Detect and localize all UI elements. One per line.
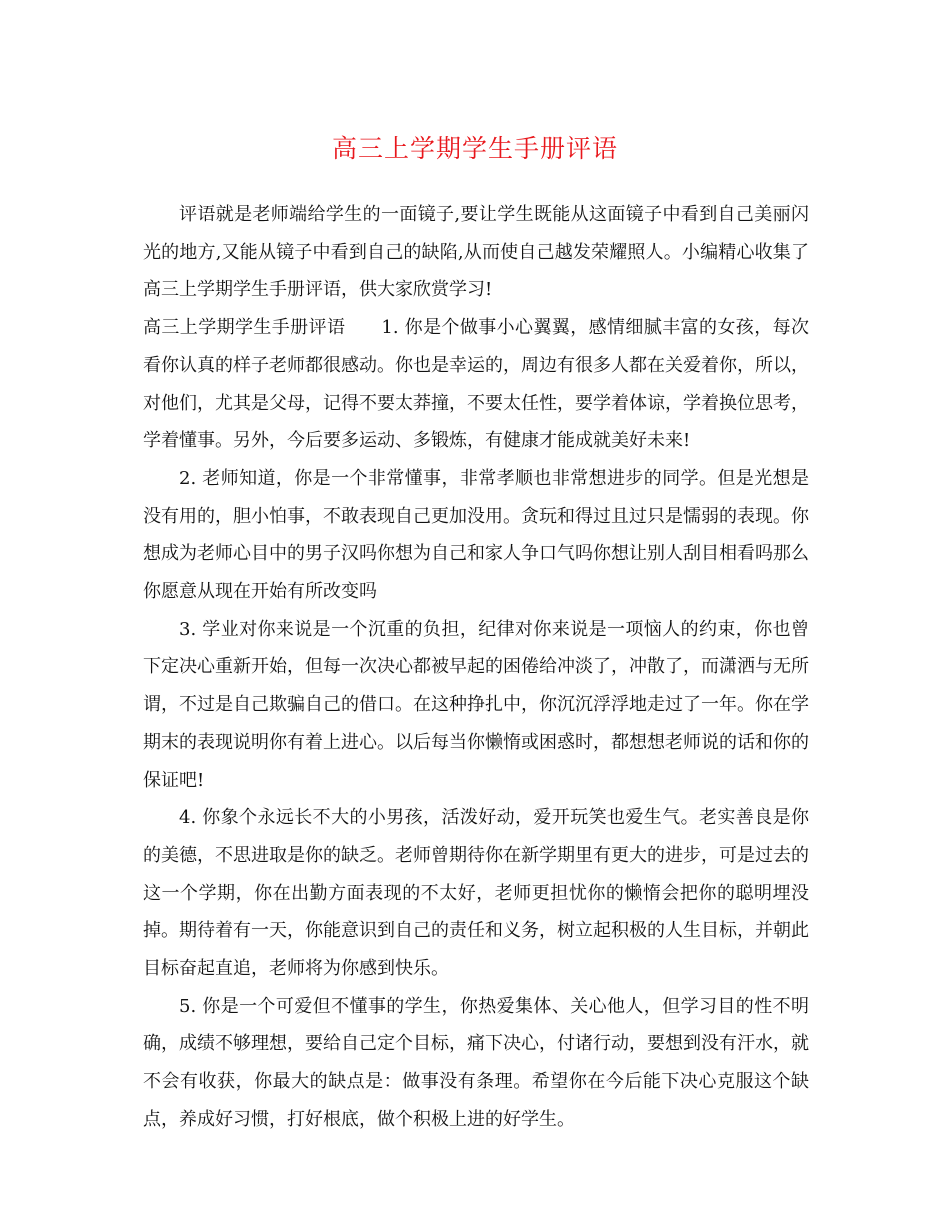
- comment-paragraph-2: 2. 老师知道，你是一个非常懂事，非常孝顺也非常想进步的同学。但是光想是没有用的，胆小怕事，不敢表现自己更加没用。贪玩和得过且过只是懦弱的表现。你想成为老师心目中的男子汉吗你想为自己和家人争口气吗你想让别人刮目相看吗那么你愿意从现在开始有所改变吗: [143, 467, 809, 603]
- comment-paragraph-5: 5. 你是一个可爱但不懂事的学生，你热爱集体、关心他人，但学习目的性不明确，成绩不够理想，要给自己定个目标，痛下决心，付诸行动，要想到没有汗水，就不会有收获，你最大的缺点是：做事没有条理。希望你在今后能下决心克服这个缺点，养成好习惯，打好根底，做个积极上进的好学生。: [143, 995, 809, 1130]
- inline-heading: 高三上学期学生手册评语: [143, 317, 346, 339]
- comment-paragraph-3: 3. 学业对你来说是一个沉重的负担，纪律对你来说是一项恼人的约束，你也曾下定决心重新开始，但每一次决心都被早起的困倦给冲淡了，冲散了，而潇洒与无所谓，不过是自己欺骗自己的借口。在这种挣扎中，你沉沉浮浮地走过了一年。你在学期末的表现说明你有着上进心。以后每当你懒惰或困惑时，都想想老师说的话和你的保证吧!: [143, 618, 809, 791]
- document-body: [143, 196, 809, 1139]
- comment-paragraph-4: 4. 你象个永远长不大的小男孩，活泼好动，爱开玩笑也爱生气。老实善良是你的美德，不思进取是你的缺乏。老师曾期待你在新学期里有更大的进步，可是过去的这一个学期，你在出勤方面表现的不太好，老师更担忧你的懒惰会把你的聪明埋没掉。期待着有一天，你能意识到自己的责任和义务，树立起积极的人生目标，并朝此目标奋起直追，老师将为你感到快乐。: [143, 807, 809, 980]
- comment-text-1: 1. 你是个做事小心翼翼，感情细腻丰富的女孩，每次看你认真的样子老师都很感动。你也是幸运的，周边有很多人都在关爱着你，所以，对他们，尤其是父母，记得不要太莽撞，不要太任性，要学着体谅，学着换位思考，学着懂事。另外，今后要多运动、多锻炼，有健康才能成就美好未来!: [143, 317, 809, 452]
- page-title: 高三上学期学生手册评语: [331, 134, 618, 163]
- intro-paragraph: 评语就是老师端给学生的一面镜子,要让学生既能从这面镜子中看到自己美丽闪光的地方,又能从镜子中看到自己的缺陷,从而使自己越发荣耀照人。小编精心收集了高三上学期学生手册评语，供大家欣赏学习!: [143, 204, 809, 301]
- comment-paragraph-1: [143, 309, 809, 460]
